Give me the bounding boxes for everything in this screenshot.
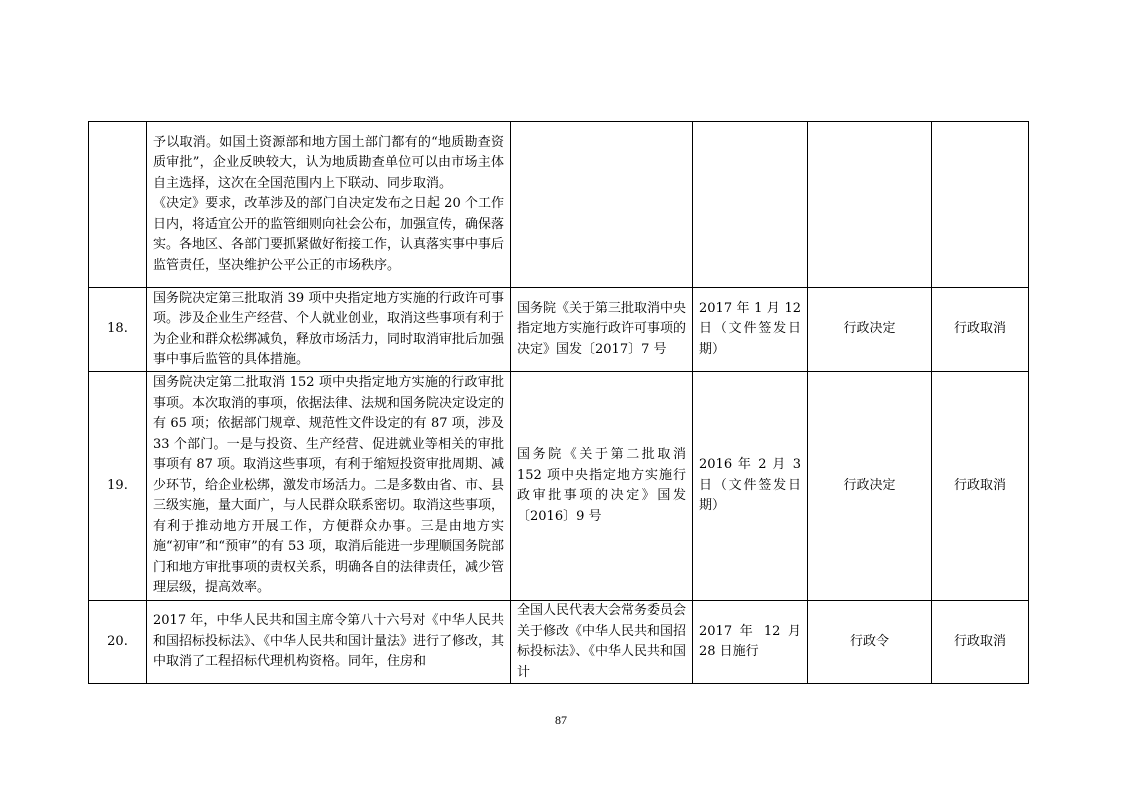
regulation-table: [88, 121, 1029, 684]
table-row: [89, 601, 1029, 684]
row-action: 行政取消: [932, 601, 1029, 684]
row-document: [511, 122, 693, 288]
row-action: 行政取消: [932, 288, 1029, 372]
row-date: 2016 年 2 月 3 日（文件签发日期）: [693, 372, 808, 601]
row-description: [147, 288, 511, 372]
page-number: 87: [555, 713, 567, 727]
row-type: 行政决定: [808, 288, 932, 372]
row-date: 2017 年 1 月 12 日（文件签发日期）: [693, 288, 808, 372]
table-row: [89, 122, 1029, 288]
row-number: 20.: [89, 601, 147, 684]
row-type: 行政决定: [808, 372, 932, 601]
table-row: [89, 372, 1029, 601]
description-paragraph: 国务院决定第三批取消 39 项中央指定地方实施的行政许可事项。涉及企业生产经营、个人就业创业，取消这些事项有利于为企业和群众松绑减负，释放市场活力，同时取消审批后加强事中事后监管的具体措施。: [153, 290, 505, 367]
description-paragraph: 予以取消。如国土资源部和地方国土部门都有的“地质勘查资质审批”，企业反映较大，认为地质勘查单位可以由市场主体自主选择，这次在全国范围内上下联动、同步取消。: [153, 134, 504, 191]
description-paragraph: 2017 年，中华人民共和国主席令第八十六号对《中华人民共和国招标投标法》、《中华人民共和国计量法》进行了修改，其中取消了工程招标代理机构资格。同年，住房和: [153, 613, 505, 670]
row-number: [89, 122, 147, 288]
row-action: 行政取消: [932, 372, 1029, 601]
row-description: [147, 372, 511, 601]
row-number: 19.: [89, 372, 147, 601]
row-action: [932, 122, 1029, 288]
row-type: [808, 122, 932, 288]
row-number: 18.: [89, 288, 147, 372]
row-type: 行政令: [808, 601, 932, 684]
row-document: 国务院《关于第二批取消 152 项中央指定地方实施行政审批事项的决定》国发〔2016〕9 号: [511, 372, 693, 601]
row-description: [147, 601, 511, 684]
row-document: 国务院《关于第三批取消中央指定地方实施行政许可事项的决定》国发〔2017〕7 号: [511, 288, 693, 372]
table-row: [89, 288, 1029, 372]
row-description: [147, 122, 511, 288]
description-paragraph: 《决定》要求，改革涉及的部门自决定发布之日起 20 个工作日内，将适宜公开的监管细则向社会公布，加强宣传，确保落实。各地区、各部门要抓紧做好衔接工作，认真落实事中事后监管责任，坚决维护公平公正的市场秩序。: [153, 196, 505, 273]
row-date: 2017 年 12 月 28 日施行: [693, 601, 808, 684]
row-date: [693, 122, 808, 288]
row-document: 全国人民代表大会常务委员会关于修改《中华人民共和国招标投标法》、《中华人民共和国计: [511, 601, 693, 684]
description-paragraph: 国务院决定第二批取消 152 项中央指定地方实施的行政审批事项。本次取消的事项，依据法律、法规和国务院决定设定的有 65 项；依据部门规章、规范性文件设定的有 87 项，涉及 33 个部门。一是与投资、生产经营、促进就业等相关的审批事项有 87 项。取消这些事项，有利于缩短投资审批周期、减少环节，给企业松绑，激发市场活力。二是多数由省、市、县三级实施，量大面广，与人民群众联系密切。取消这些事项，有利于推动地方开展工作，方便群众办事。三是由地方实施“初审”和“预审”的有 53 项，取消后能进一步理顺国务院部门和地方审批事项的责权关系，明确各自的法律责任，减少管理层级，提高效率。: [153, 375, 505, 596]
